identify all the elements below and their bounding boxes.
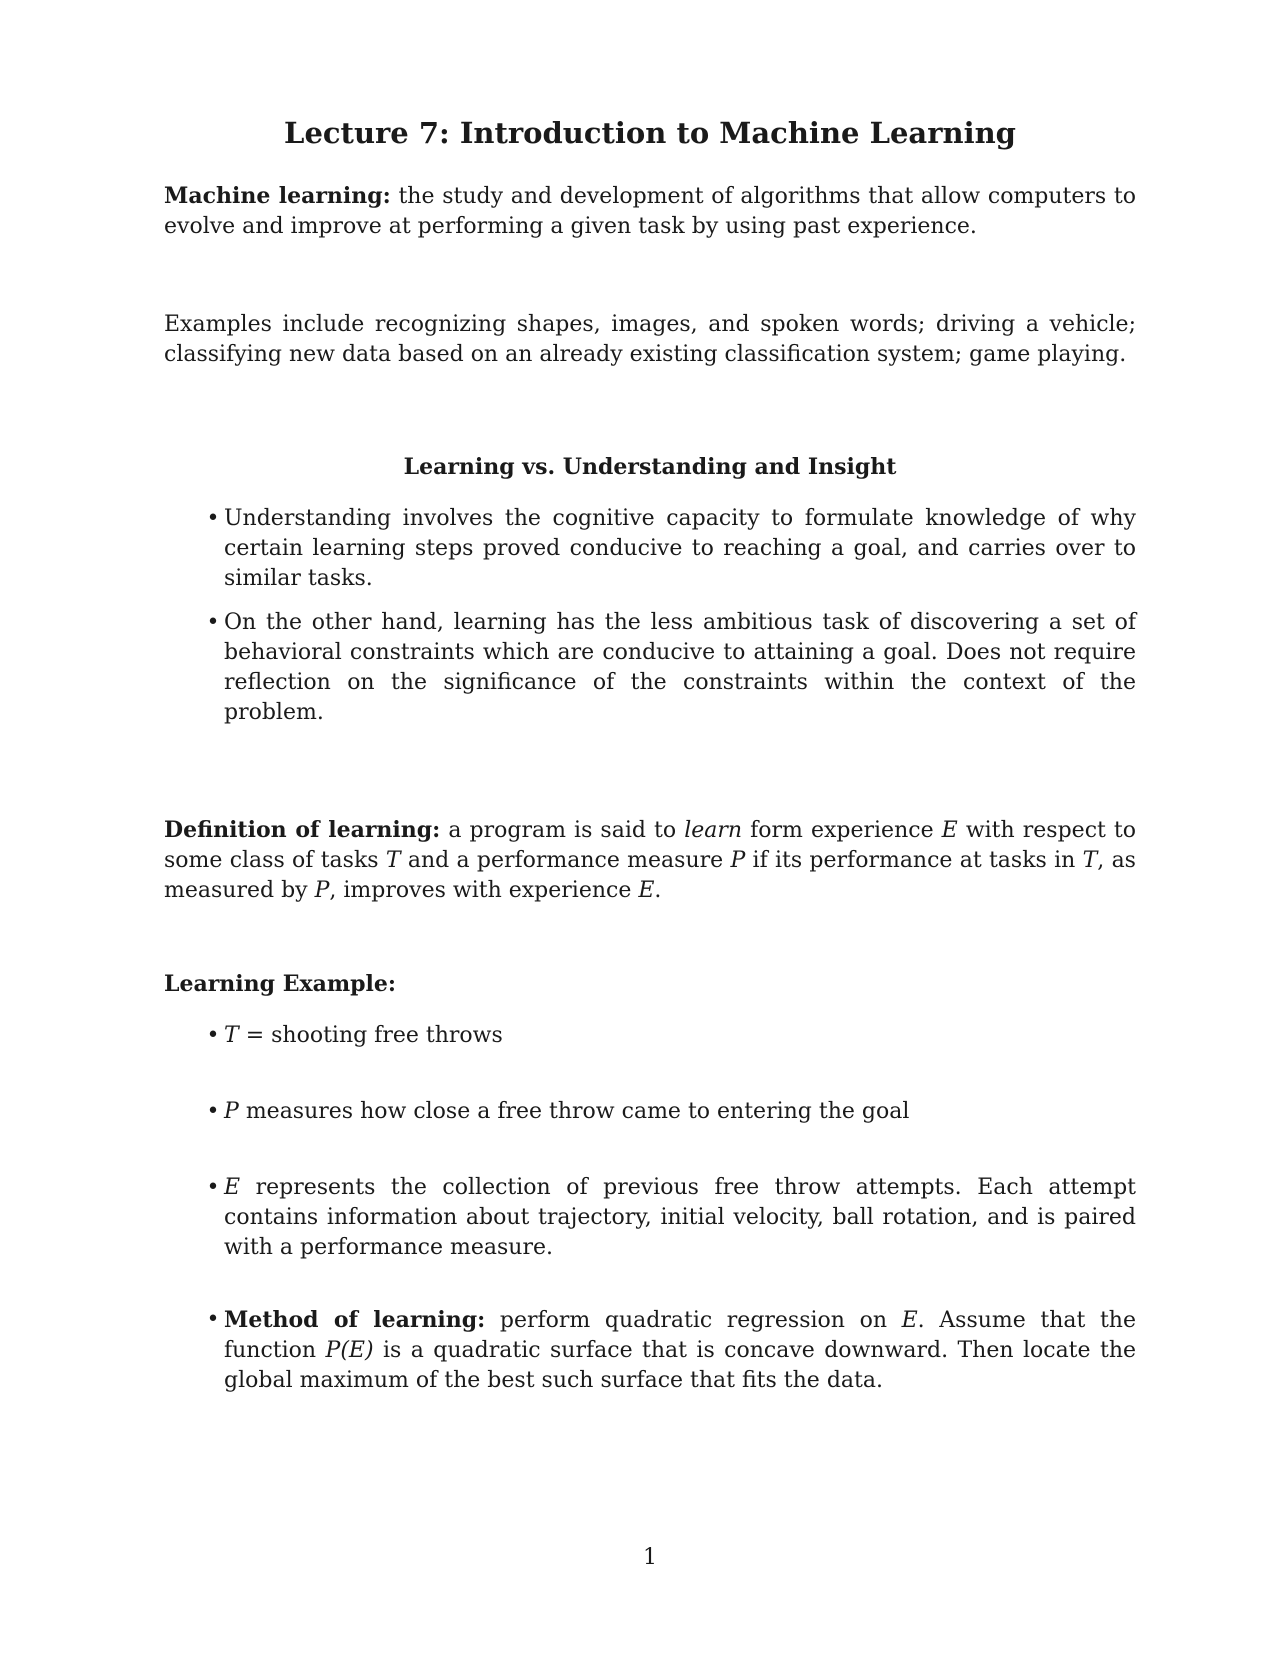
document-page [164, 0, 1136, 1656]
ml-definition-text: the study and development of algorithms that allow computers to evolve and improve at performing a given task by using past experience. [164, 184, 1136, 239]
bullet-icon: • [206, 1307, 220, 1332]
bullet-icon: • [206, 1023, 220, 1048]
page-number: 1 [643, 1545, 657, 1570]
bullet-text-part: measures how close a free throw came to entering the goal [245, 1099, 910, 1124]
definition-term: Definition of learning: [164, 817, 441, 843]
math-var-e: E [941, 818, 958, 843]
definition-text: if its performance at tasks in [752, 848, 1076, 873]
math-var-t: T [224, 1023, 239, 1048]
math-func-pe: P(E) [325, 1338, 374, 1363]
bullet-text-part: perform quadratic regression on [499, 1308, 887, 1333]
math-var-t: T [1082, 848, 1098, 873]
math-var-p: P [730, 848, 746, 873]
bullet-text [224, 1097, 1136, 1127]
list-item [202, 608, 1136, 728]
examples-paragraph: Examples include recognizing shapes, images, and spoken words; driving a vehicle; classifying new data based on an already existing classification system; game playing. [164, 312, 1136, 367]
ml-definition-term: Machine learning: [164, 183, 391, 209]
bullet-text [224, 1305, 1136, 1396]
ml-definition-paragraph [164, 181, 1136, 242]
bullet-icon: • [206, 506, 220, 531]
learn-emphasis: learn [684, 818, 743, 843]
page-title: Lecture 7: Introduction to Machine Learning [284, 116, 1016, 150]
bullet-text [224, 1021, 1136, 1051]
bullet-icon: • [206, 1175, 220, 1200]
math-var-e: E [901, 1308, 918, 1333]
bullet-icon: • [206, 610, 220, 635]
bullet-text-part: = shooting free throws [245, 1023, 503, 1048]
definition-text: form experience [750, 818, 934, 843]
list-item [202, 1021, 1136, 1051]
math-var-t: T [385, 848, 401, 873]
definition-text: , improves with experience [329, 878, 632, 903]
bullet-icon: • [206, 1099, 220, 1124]
math-var-e: E [638, 878, 655, 903]
bullet-text [224, 1173, 1136, 1263]
definition-text: . [654, 878, 662, 903]
bullet-text: Understanding involves the cognitive capacity to formulate knowledge of why certain learning steps proved conducive to reaching a goal, and carries over to similar tasks. [224, 506, 1136, 591]
bullet-text-part: . Assume that the function [224, 1308, 1136, 1363]
definition-text: with respect to some class of tasks [164, 818, 1137, 873]
list-item [202, 1305, 1136, 1396]
math-var-p: P [314, 878, 330, 903]
definition-text: , as measured by [164, 848, 1136, 903]
math-var-p: P [224, 1099, 239, 1124]
definition-text: a program is said to [448, 818, 677, 843]
definition-text: and a performance measure [407, 848, 724, 873]
list-item [202, 1097, 1136, 1127]
definition-of-learning-paragraph [164, 815, 1136, 906]
bullet-text: On the other hand, learning has the less ambitious task of discovering a set of behavioral constraints which are conducive to attaining a goal. Does not require reflection on the significance of the constraints within the context of the problem. [224, 610, 1136, 725]
list-item [202, 1173, 1136, 1263]
method-of-learning-term: Method of learning: [224, 1307, 486, 1333]
list-item [202, 504, 1136, 594]
learning-vs-understanding-heading: Learning vs. Understanding and Insight [403, 454, 897, 480]
bullet-text-part: is a quadratic surface that is concave downward. Then locate the global maximum of the best such surface that fits the data. [224, 1338, 1137, 1393]
math-var-e: E [224, 1175, 241, 1200]
bullet-text-part: represents the collection of previous free throw attempts. Each attempt contains information about trajectory, initial velocity, ball rotation, and is paired with a performance measure. [224, 1175, 1136, 1260]
learning-example-heading: Learning Example: [164, 971, 396, 997]
